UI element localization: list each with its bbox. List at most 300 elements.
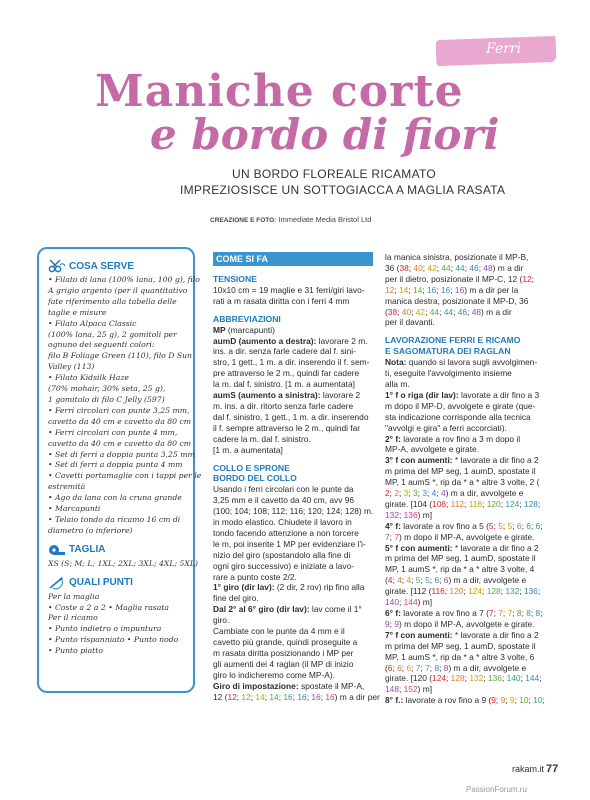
separator: ; (392, 662, 398, 673)
subtitle-line2: IMPREZIOSISCE UN SOTTOGIACCA A MAGLIA RASATA (180, 183, 506, 197)
size-value: 128 (450, 673, 465, 684)
size-value: 8 (535, 608, 541, 618)
material-line: • Telaio tondo da ricamo 16 cm di (48, 514, 181, 524)
row-line (385, 586, 551, 597)
line-text: le m, poi inserite 1 MP per evidenziare l'i- (213, 538, 366, 549)
line-text: ) m] (417, 597, 433, 608)
size-value: 14 (412, 284, 423, 295)
size-value: 16 (440, 284, 451, 295)
line-text: Usando i ferri circolari con le punte da (213, 484, 354, 495)
row-line (385, 423, 551, 434)
line-text: la manica sinistra, posizionate il MP-B, (385, 252, 529, 262)
separator: ; (540, 608, 543, 618)
quali-punti-title: QUALI PUNTI (69, 577, 133, 589)
intro-line (385, 296, 551, 307)
abbrev-line (213, 445, 373, 456)
separator: ; (389, 488, 395, 499)
separator: ; (453, 306, 458, 317)
collo-line (213, 615, 373, 626)
material-line: (100% lana, 25 g), 2 gomitoli per (48, 329, 177, 339)
separator: ; (398, 684, 404, 695)
line-text: ) m a dir, avvolgete e (448, 575, 527, 586)
abbrev-line (213, 379, 373, 390)
line-text: m dopo il MP-D, avvolgete e girate (que- (385, 400, 536, 411)
bold-label: 2° f: (385, 433, 401, 444)
size-value: 6 (535, 520, 541, 531)
subtitle-line1: UN BORDO FLOREALE RICAMATO (232, 167, 437, 181)
collo-line (213, 539, 373, 550)
size-value: 14 (255, 691, 265, 702)
size-value: 108 (432, 498, 447, 509)
collo-line (213, 550, 373, 561)
intro-line (385, 263, 551, 274)
separator: ; (436, 488, 441, 499)
quali-punti-heading (48, 576, 188, 590)
line-text: MP, 1 aumS *, rip da * a * altre 3 volte, 4 (385, 564, 535, 575)
line-text: girate. [112 ( (385, 586, 432, 597)
line-text: girate. [120 ( (385, 673, 433, 684)
bold-label: 1° giro (dir lav): (213, 582, 275, 593)
separator: ; (482, 586, 487, 597)
collo-text (213, 484, 373, 691)
collo-line (213, 659, 373, 670)
row-line (385, 608, 551, 619)
collo-line (213, 517, 373, 528)
size-value: 5 (498, 520, 503, 531)
site-name: rakam.it (512, 764, 545, 774)
size-value: 4 (387, 575, 393, 586)
size-value: 140 (385, 597, 399, 608)
line-text: ) m a dir (481, 306, 512, 317)
abbrev-line (213, 357, 373, 368)
cosa-serve-title: COSA SERVE (69, 260, 135, 272)
separator: ; (398, 509, 404, 520)
separator: ; (528, 695, 534, 706)
separator: ; (397, 306, 402, 317)
abbrev-line (213, 336, 373, 347)
line-text: tondo facendo attenzione a non torcere (213, 527, 359, 538)
line-text: alla m. (385, 378, 410, 389)
line-text: gli aumenti dei 4 raglan (il MP di inizio (213, 658, 354, 669)
size-value: 6 (397, 662, 402, 673)
separator: ; (426, 488, 432, 499)
size-value: 120 (449, 586, 464, 597)
size-value: 2 (385, 488, 390, 499)
size-value: 38 (399, 262, 409, 273)
page-title-line2: e bordo di fiori (150, 110, 500, 159)
tensione-line: 10x10 cm = 19 maglie e 31 ferri/giri lavo- (213, 284, 365, 295)
page-title-line1: Maniche corte (95, 66, 464, 117)
line-text: * lavorate a dir fino a 2 (452, 629, 539, 640)
separator: ; (542, 695, 545, 706)
row-line (385, 564, 551, 575)
separator: ; (530, 608, 536, 618)
separator: ; (450, 262, 456, 273)
line-text: ) m a dir, avvolgete e (448, 662, 527, 673)
abbreviazioni-heading: ABBREVIAZIONI (213, 313, 281, 324)
size-value: 120 (486, 498, 501, 509)
line-text: lavorate a rov fino a 5 ( (400, 520, 489, 531)
size-value: 7 (507, 608, 513, 618)
separator: ; (401, 575, 407, 586)
needle-thread-icon (48, 576, 66, 590)
bold-label: Nota: (385, 357, 407, 368)
size-value: 44 (429, 306, 440, 317)
intro-line (385, 274, 551, 285)
size-value: 10 (533, 695, 543, 706)
collo-line (213, 506, 373, 517)
bold-label: 1° f o riga (dir lav): (385, 389, 459, 400)
line-text: cadere la m. dal f. sinistro. (213, 433, 311, 444)
line-text: la m. dal f. sinistro. [1 m. a aumentata] (213, 379, 355, 390)
bold-label: Giro di impostazione: (213, 680, 299, 691)
measuring-tape-icon (48, 543, 66, 557)
size-value: 136 (523, 586, 538, 597)
size-value: 6 (526, 520, 531, 531)
size-value: 132 (385, 509, 399, 520)
bold-label: 6° f: (385, 608, 401, 618)
material-line: (70% mohair, 30% seta, 25 g), (48, 384, 166, 394)
collo-line (213, 604, 373, 615)
line-text: lavorate a dir fino a 3 (458, 389, 540, 400)
line-text: m prima del MP seg, 1 aumD, spostate il (385, 553, 536, 564)
material-line: fate riferimento alla tabella delle (48, 296, 177, 306)
line-text: MP, 1 aumS *, rip da * a * altre 3 volte, 6 (385, 651, 535, 662)
collo-line (213, 484, 373, 495)
line-text: ( (385, 306, 388, 317)
abbrev-line (213, 390, 373, 401)
size-value: 5 (415, 575, 421, 586)
size-value: 8 (516, 608, 522, 618)
line-text: stro, 1 gett., 1 m. a dir. inserendo il f. sem- (213, 357, 370, 368)
material-line: diametro (o inferiore) (48, 525, 133, 535)
bold-label: aumD (aumento a destra): (213, 335, 317, 346)
line-text: per il dietro, posizionate il MP-C, 12 ( (385, 273, 523, 284)
line-text: dal f. sinistro, 1 gett., 1 m. a dir. inserendo (213, 411, 369, 422)
separator: ; (493, 520, 499, 531)
line-text: [1 m. a aumentata] (213, 444, 283, 455)
size-value: 12 (522, 273, 532, 284)
separator: ; (501, 673, 507, 684)
size-value: 46 (457, 306, 468, 317)
abbrev-line (213, 325, 373, 336)
abbrev-line (213, 423, 373, 434)
row-line (385, 401, 551, 412)
row-line (385, 630, 551, 641)
line-text: ) m dopo il MP-A, avvolgete e girate. (399, 531, 535, 542)
separator: ; (500, 586, 506, 597)
abbrev-line (213, 346, 373, 357)
separator: ; (464, 262, 470, 273)
separator: ; (505, 695, 510, 706)
separator: ; (478, 262, 484, 273)
section-tag-label: Ferri (486, 41, 522, 57)
size-value: 128 (486, 586, 501, 597)
credit-value: Immediate Media Bristol Ltd (278, 215, 372, 224)
material-line: • Set di ferri a doppia punta 4 mm (48, 460, 183, 470)
material-line: • Ferri circolari con punte 3,25 mm, (48, 405, 190, 415)
line-text: MP, 1 aumS *, rip da * a * altre 3 volte, 2 ( (385, 477, 540, 488)
size-value: 7 (385, 531, 390, 542)
material-line: A grigio argento (per il quantitativo (48, 285, 188, 295)
separator: ; (408, 284, 413, 295)
lavorazione-heading-2: E SAGOMATURA DEI RAGLAN (385, 346, 511, 357)
scissors-yarn-icon (48, 259, 66, 273)
size-value: 124 (468, 586, 483, 597)
size-value: 6 (434, 575, 440, 586)
separator: ; (411, 306, 416, 317)
lavorazione-heading-1: LAVORAZIONE FERRI E RICAMO (385, 335, 521, 346)
line-text: ) m a dir, avvolgete e (445, 488, 524, 499)
separator: ; (444, 586, 450, 597)
line-text: ) m] (417, 509, 433, 520)
separator: ; (278, 691, 284, 702)
row-line (385, 663, 551, 674)
giro-impostazione-sizes (213, 691, 380, 703)
line-text: ) m a dir (492, 262, 524, 273)
line-text: fine del giro. (213, 593, 259, 604)
size-value: 14 (398, 284, 409, 295)
line-text: spostate il MP-A, (298, 680, 365, 691)
size-value: 6 (387, 662, 393, 673)
separator: ; (464, 673, 470, 684)
line-text: lavorate a rov fino a 7 ( (400, 608, 489, 618)
size-value: 12 (385, 284, 395, 295)
line-text: 36 ( (385, 262, 400, 273)
material-line: 1 gomitolo di filo C Jelly (597) (48, 394, 165, 404)
row-line (385, 455, 551, 466)
line-text: ogni giro successivo) e iniziate a lavo- (213, 560, 355, 571)
bold-label: MP (213, 324, 226, 335)
row-line (385, 641, 551, 652)
tensione-heading: TENSIONE (213, 274, 257, 284)
size-value: 16 (297, 691, 307, 702)
size-value: 46 (469, 262, 479, 273)
row-line (385, 466, 551, 477)
size-value: 48 (471, 306, 482, 317)
size-value: 148 (385, 684, 399, 695)
size-value: 16 (426, 284, 437, 295)
separator: ; (389, 618, 395, 629)
material-line: • Cavetti portamaglie con i tappi per le (48, 471, 202, 481)
abbrev-line (213, 412, 373, 423)
separator: ; (520, 673, 526, 684)
separator: ; (250, 691, 256, 702)
line-text: lavorare 2 (320, 390, 361, 401)
size-value: 3 (412, 488, 418, 499)
intro-line (385, 252, 551, 263)
size-value: 116 (468, 498, 483, 509)
row-line (385, 521, 551, 532)
separator: ; (264, 691, 270, 702)
row-line (385, 543, 551, 554)
separator: ; (425, 306, 430, 317)
stitch-line: • Coste a 2 a 2 • Maglia rasata (48, 602, 169, 612)
row-line (385, 477, 551, 488)
separator: ; (236, 691, 242, 702)
line-text: rare a punto coste 2/2. (213, 571, 297, 582)
material-line: cavetto da 40 cm e cavetto da 80 cm (48, 416, 192, 426)
separator: ; (420, 662, 426, 673)
bold-label: 5° f con aumenti: (385, 542, 453, 553)
bold-label: 7° f con aumenti: (385, 629, 453, 640)
separator: ; (512, 520, 517, 531)
separator: ; (408, 488, 413, 499)
row-line (385, 510, 551, 521)
row-line (385, 553, 551, 564)
size-value: 132 (505, 586, 520, 597)
stitch-line: • Punto rispanniato • Punto nodo (48, 635, 179, 645)
line-text: lavorate a rov fino a 9 ( (403, 695, 492, 706)
material-line: ognuno dei seguenti colori: (48, 340, 155, 350)
separator: ; (519, 498, 524, 509)
sleeve-markers-text (385, 252, 551, 328)
size-value: 3 (422, 488, 427, 499)
separator: ; (482, 498, 487, 509)
taglia-heading (48, 543, 188, 557)
separator: ; (502, 608, 508, 618)
material-line: cavetto da 40 cm e cavetto da 80 cm (48, 438, 192, 448)
bold-label: 8° f.: (385, 695, 404, 706)
size-value: 144 (525, 673, 540, 684)
collo-line (213, 637, 373, 648)
tensione-line: rati a m rasata diritta con i ferri 4 mm (213, 295, 350, 306)
separator: ; (439, 575, 444, 586)
separator: ; (540, 520, 543, 531)
line-text: lavorare 2 m. (316, 335, 368, 346)
separator: ; (521, 520, 527, 531)
size-line: XS (S; M; L; 1XL; 2XL; 3XL; 4XL; 5XL) (48, 558, 199, 568)
size-value: 152 (403, 684, 418, 695)
line-text: 12 ( (213, 691, 228, 702)
size-value: 14 (269, 691, 279, 702)
taglia-title: TAGLIA (69, 544, 106, 556)
row-line (385, 412, 551, 423)
size-value: 16 (311, 691, 321, 702)
collo-line (213, 528, 373, 539)
separator: ; (495, 695, 501, 706)
size-value: 44 (441, 262, 451, 273)
line-text: Cambiate con le punte da 4 mm e il (213, 626, 345, 637)
line-text: m rasata diritta posizionando i MP per (213, 647, 354, 658)
separator: ; (420, 575, 426, 586)
materials-list (48, 275, 202, 537)
size-value: 6 (516, 520, 522, 531)
line-text: 3,25 mm e il cavetto da 40 cm, avv 96 (213, 495, 355, 506)
separator: ; (394, 284, 399, 295)
separator: ; (436, 284, 441, 295)
abbrev-line (213, 434, 373, 445)
row-line (385, 434, 551, 445)
separator: ; (320, 691, 326, 702)
row-line (385, 619, 551, 630)
line-text: giro. (213, 615, 230, 626)
intro-line (385, 317, 551, 328)
collo-line (213, 572, 373, 583)
size-value: 42 (427, 262, 437, 273)
bold-label: Dal 2° al 6° giro (dir lav): (213, 604, 310, 615)
size-value: 8 (434, 662, 440, 673)
line-text: manica destra, posizionate il MP-D, 36 (385, 295, 529, 306)
size-value: 7 (394, 531, 399, 542)
size-value: 4 (431, 488, 437, 499)
line-text: (marcapunti) (225, 324, 275, 335)
collo-line (213, 648, 373, 659)
materials-sidebar (37, 247, 202, 693)
collo-heading-1: COLLO E SPRONE (213, 462, 290, 473)
size-value: 40 (401, 306, 412, 317)
size-value: 124 (505, 498, 520, 509)
row-line (385, 673, 551, 684)
abbreviazioni-text (213, 325, 373, 456)
bold-label: 3° f con aumenti: (385, 455, 453, 466)
separator: ; (439, 306, 444, 317)
sizes-list (48, 558, 199, 570)
size-value: 5 (488, 520, 494, 531)
line-text: giro lo indicheremo come MP-A). (213, 669, 335, 680)
line-text: ) m a dir per (334, 691, 380, 702)
size-value: 9 (491, 695, 496, 706)
separator: ; (521, 608, 527, 618)
separator: ; (539, 673, 542, 684)
size-value: 5 (425, 575, 430, 586)
bold-label: 4° f: (385, 520, 401, 531)
row-line (385, 684, 551, 695)
material-line: Valley (113) (48, 362, 95, 372)
collo-line (213, 681, 373, 692)
size-value: 6 (443, 575, 449, 586)
line-text: MP-A, avvolgete e girate. (385, 444, 480, 455)
separator: ; (512, 608, 517, 618)
line-text: pre attraverso le 2 m., quindi far cadere (213, 368, 360, 379)
stitch-line: • Punto piatto (48, 646, 103, 656)
line-text: nizio del giro (spostandolo alla fine di (213, 549, 351, 560)
separator: ; (417, 488, 423, 499)
line-text: per il davanti. (385, 317, 435, 328)
row-line (385, 499, 551, 510)
line-text: ( (385, 662, 388, 673)
separator: ; (429, 575, 435, 586)
separator: ; (401, 662, 407, 673)
line-text: ) m dopo il MP-A, avvolgete e girate. (399, 618, 535, 629)
stitches-list (48, 592, 188, 657)
separator: ; (446, 673, 451, 684)
separator: ; (464, 498, 469, 509)
size-value: 136 (403, 509, 418, 520)
size-value: 4 (406, 575, 412, 586)
line-text: ti, eseguite l'avvolgimento insieme (385, 368, 512, 379)
size-value: 48 (483, 262, 493, 273)
line-text: (2 dir, 2 rov) rip fino alla (274, 582, 365, 593)
credit-line (210, 215, 371, 224)
intro-line (385, 307, 551, 318)
intro-line (385, 285, 551, 296)
size-value: 4 (397, 575, 402, 586)
line-text: ; (531, 273, 534, 284)
size-value: 40 (413, 262, 423, 273)
line-text: il f. sempre attraverso le 2 m., quindi far (213, 422, 361, 433)
collo-heading-2: BORDO DEL COLLO (213, 473, 297, 484)
separator: ; (399, 488, 404, 499)
size-value: 9 (509, 695, 515, 706)
row-line (385, 597, 551, 608)
line-text: * lavorate a dir fino a 2 (452, 455, 539, 466)
line-text: lavorate a rov fino a 3 m dopo il (400, 433, 521, 444)
separator: ; (411, 662, 416, 673)
material-line: • Ferri circolari con punte 4 mm, (48, 427, 178, 437)
material-line: • Filato di lana (100% lana, 100 g), filo (48, 275, 200, 284)
size-value: 7 (425, 662, 430, 673)
